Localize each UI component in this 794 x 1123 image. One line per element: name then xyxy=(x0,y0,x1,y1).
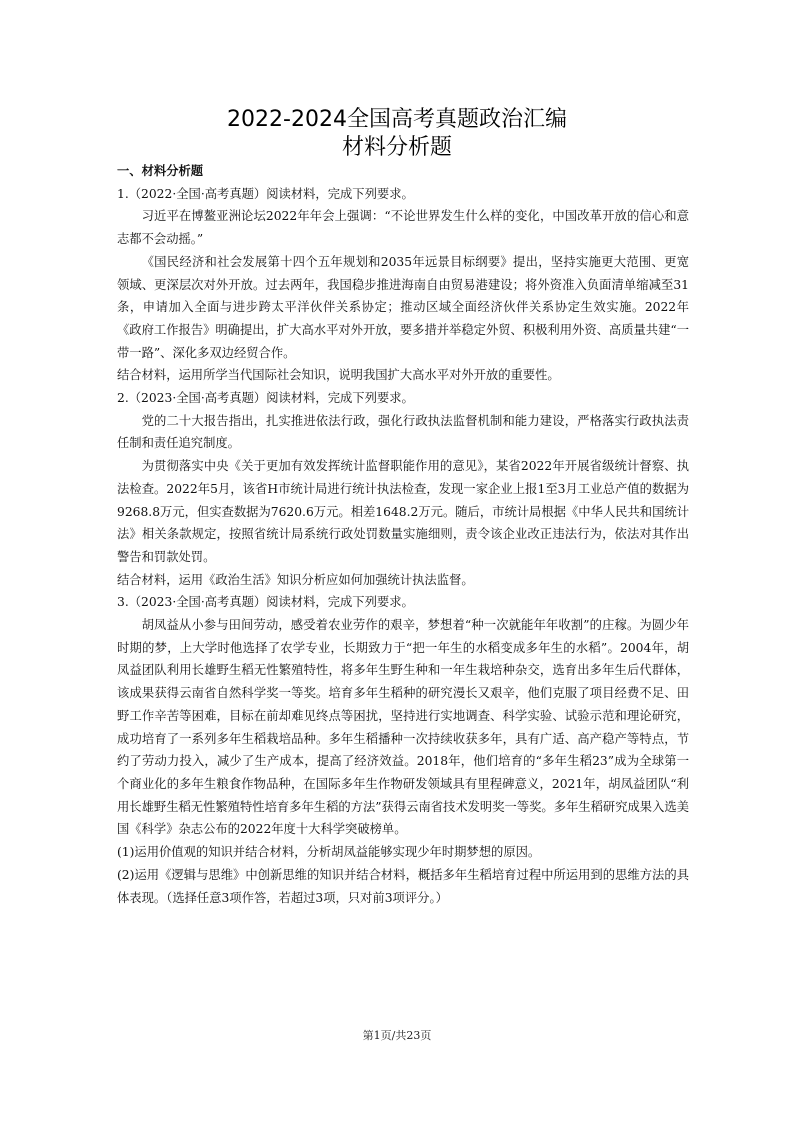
section-heading: 一、材料分析题 xyxy=(117,164,204,178)
question-3-task: (1)运用价值观的知识并结合材料，分析胡凤益能够实现少年时期梦想的原因。 xyxy=(117,845,541,860)
question-1-paragraph: 《国民经济和社会发展第十四个五年规划和2035年远景目标纲要》提出，坚持实施更大范围、更宽领域、更深层次对外开放。过去两年，我国稳步推进海南自由贸易港建设；将外资准入负面清单缩减至31条，申请加入全面与进步跨太平洋伙伴关系协定；推动区域全面经济伙伴关系协定生效实施。2022年《政府工作报告》明确提出，扩大高水平对外开放，要多措并举稳定外贸、积极利用外资、高质量共建“一带一路”、深化多双边经贸合作。 xyxy=(117,254,689,360)
document-title: 2022-2024全国高考真题政治汇编 xyxy=(227,107,567,132)
question-2-header: 2.（2023·全国·高考真题）阅读材料，完成下列要求。 xyxy=(117,391,414,406)
question-2-paragraph: 党的二十大报告指出，扎实推进依法行政，强化行政执法监督机制和能力建设，严格落实行政执法责任制和责任追究制度。 xyxy=(117,413,689,451)
question-3-task: (2)运用《逻辑与思维》中创新思维的知识并结合材料，概括多年生稻培育过程中所运用到的思维方法的具体表现。（选择任意3项作答，若超过3项，只对前3项评分。） xyxy=(117,867,689,905)
question-1-paragraph: 习近平在博鳌亚洲论坛2022年年会上强调：“不论世界发生什么样的变化，中国改革开放的信心和意志都不会动摇。” xyxy=(117,209,689,247)
question-1-task: 结合材料，运用所学当代国际社会知识，说明我国扩大高水平对外开放的重要性。 xyxy=(117,368,560,383)
document-subtitle: 材料分析题 xyxy=(341,135,452,160)
document-body xyxy=(117,160,689,909)
page-footer: 第1页/共23页 xyxy=(362,1029,432,1042)
question-1-header: 1.（2022·全国·高考真题）阅读材料，完成下列要求。 xyxy=(117,186,414,201)
question-2-paragraph: 为贯彻落实中央《关于更加有效发挥统计监督职能作用的意见》，某省2022年开展省级统计督察、执法检查。2022年5月，该省H市统计局进行统计执法检查，发现一家企业上报1至3月工业总产值的数据为9268.8万元，但实查数据为7620.6万元。相差1648.2万元。随后，市统计局根据《中华人民共和国统计法》相关条款规定，按照省统计局系统行政处罚数量实施细则，责令该企业改正违法行为，依法对其作出警告和罚款处罚。 xyxy=(117,459,689,564)
question-2-task: 结合材料，运用《政治生活》知识分析应如何加强统计执法监督。 xyxy=(117,572,474,587)
question-3-header: 3.（2023·全国·高考真题）阅读材料，完成下列要求。 xyxy=(117,595,414,610)
question-3-paragraph: 胡凤益从小参与田间劳动，感受着农业劳作的艰辛，梦想着“种一次就能年年收割”的庄稼。为圆少年时期的梦，上大学时他选择了农学专业，长期致力于“把一年生的水稻变成多年生的水稻”。2004年，胡凤益团队利用长雄野生稻无性繁殖特性，将多年生野生种和一年生栽培种杂交，选育出多年生后代群体，该成果获得云南省自然科学奖一等奖。培育多年生稻种的研究漫长又艰辛，他们克服了项目经费不足、田野工作辛苦等困难，目标在前却难见终点等困扰，坚持进行实地调查、科学实验、试验示范和理论研究，成功培育了一系列多年生稻栽培品种。多年生稻播种一次持续收获多年，具有广适、高产稳产等特点，节约了劳动力投入，减少了生产成本，提高了经济效益。2018年，他们培育的“多年生稻23”成为全球第一个商业化的多年生粮食作物品种，在国际多年生作物研发领域具有里程碑意义，2021年，胡凤益团队“利用长雄野生稻无性繁殖特性培育多年生稻的方法”获得云南省技术发明奖一等奖。多年生稻研究成果入选美国《科学》杂志公布的2022年度十大科学突破榜单。 xyxy=(117,618,689,837)
